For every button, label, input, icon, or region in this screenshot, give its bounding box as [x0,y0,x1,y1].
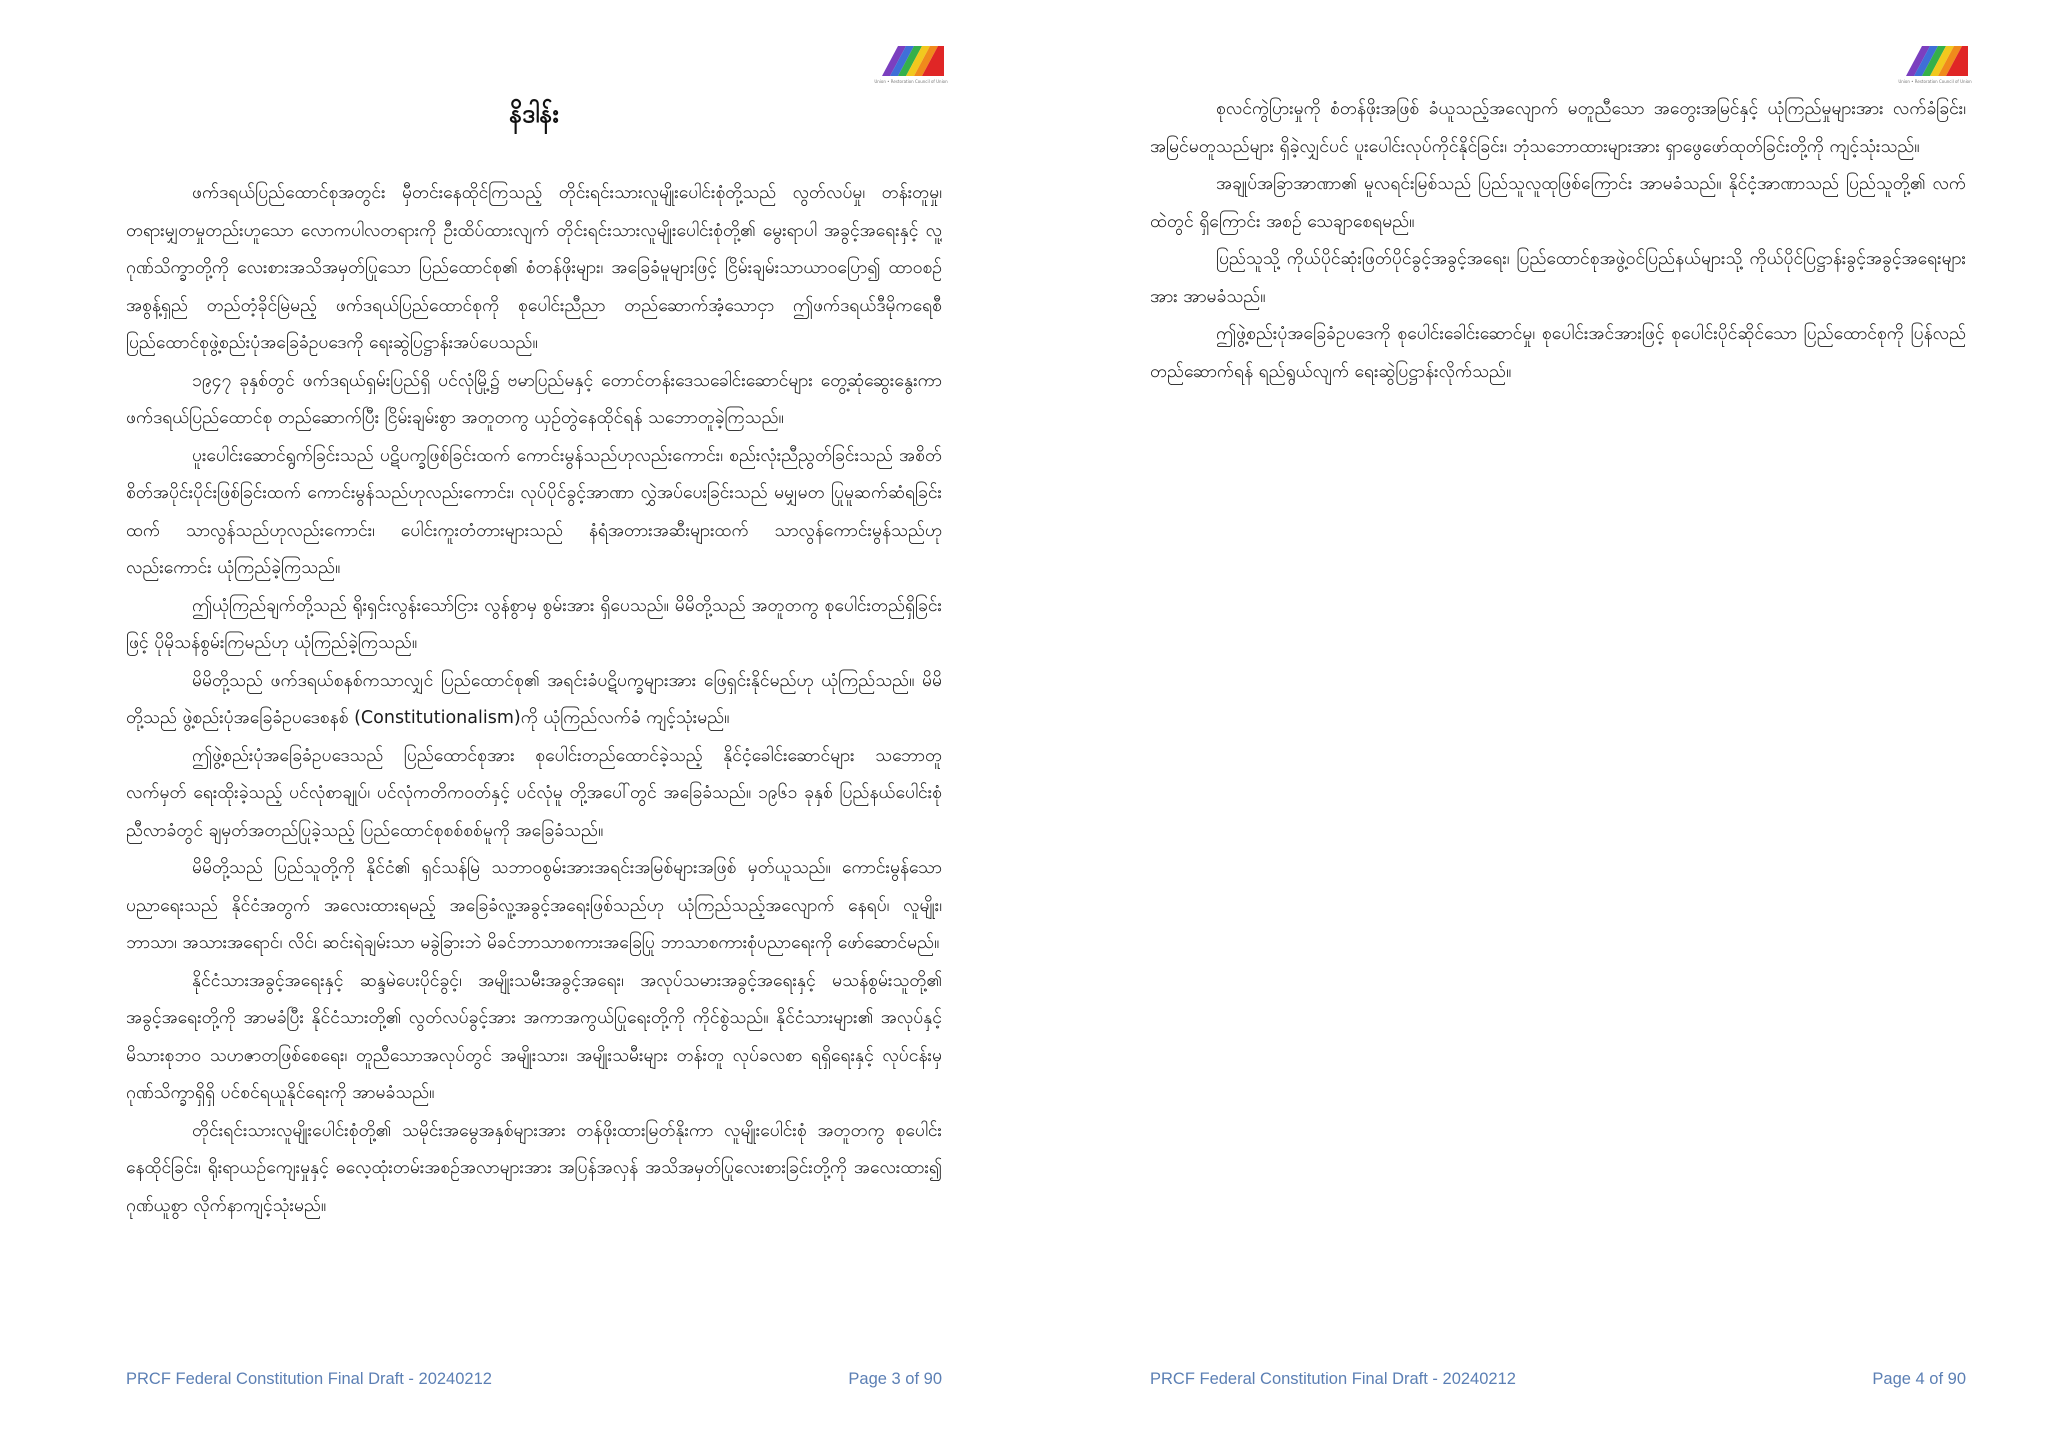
paragraph: ၁၉၄၇ ခုနှစ်တွင် ဖက်ဒရယ်ရှမ်းပြည်ရှိ ပင်လုံမြို့၌ ဗမာပြည်မနှင့် တောင်တန်းဒေသခေါင်းဆောင်များ တွေ့ဆုံဆွေးနွေးကာ ဖက်ဒရယ်ပြည်ထောင်စု တည်ဆောက်ပြီး ငြိမ်းချမ်းစွာ အတူတကွ ယှဉ်တွဲနေထိုင်ရန် သဘောတူခဲ့ကြသည်။ [126,370,942,428]
page-footer [1150,1370,1966,1396]
footer-page-number: Page 4 of 90 [1872,1370,1966,1388]
footer-document-title: PRCF Federal Constitution Final Draft - 20240212 [126,1370,492,1388]
paragraph: အချုပ်အခြာအာဏာ၏ မူလရင်းမြစ်သည် ပြည်သူလူထုဖြစ်ကြောင်း အာမခံသည်။ နိုင်ငံ့အာဏာသည် ပြည်သူတို့၏ လက်ထဲတွင် ရှိကြောင်း အစဉ် သေချာစေရမည်။ [1150,174,1966,232]
body-text [1150,91,1966,431]
paragraph: ပြည်သူသို့ ကိုယ်ပိုင်ဆုံးဖြတ်ပိုင်ခွင့်အခွင့်အရေး၊ ပြည်ထောင်စုအဖွဲ့ဝင်ပြည်နယ်များသို့ ကိုယ်ပိုင်ပြဋ္ဌာန်းခွင့်အခွင့်အရေးများအား အာမခံသည်။ [1150,249,1966,307]
prcf-rainbow-logo-icon [876,40,946,80]
paragraph: ဤဖွဲ့စည်းပုံအခြေခံဥပဒေသည် ပြည်ထောင်စုအား စုပေါင်းတည်ထောင်ခဲ့သည့် နိုင်ငံ့ခေါင်းဆောင်များ သဘောတူလက်မှတ် ရေးထိုးခဲ့သည့် ပင်လုံစာချုပ်၊ ပင်လုံကတိကဝတ်နှင့် ပင်လုံမူ တို့အပေါ်တွင် အခြေခံသည်။ ၁၉၆၁ ခုနှစ် ပြည်နယ်ပေါင်းစုံ ညီလာခံတွင် ချမှတ်အတည်ပြုခဲ့သည့် ပြည်ထောင်စုစစ်စစ်မူကို အခြေခံသည်။ [126,745,942,841]
logo-caption: Union • Restoration Council of Union [874,79,948,84]
paragraph: နိုင်ငံသားအခွင့်အရေးနှင့် ဆန္ဒမဲပေးပိုင်ခွင့်၊ အမျိုးသမီးအခွင့်အရေး၊ အလုပ်သမားအခွင့်အရေးနှင့် မသန်စွမ်းသူတို့၏ အခွင့်အရေးတို့ကို အာမခံပြီး နိုင်ငံသားတို့၏ လွတ်လပ်ခွင့်အား အကာအကွယ်ပြုရေးတို့ကို ကိုင်စွဲသည်။ နိုင်ငံသားများ၏ အလုပ်နှင့် မိသားစုဘဝ သဟဇာတဖြစ်စေရေး၊ တူညီသောအလုပ်တွင် အမျိုးသား၊ အမျိုးသမီးများ တန်းတူ လုပ်ခလစာ ရရှိရေးနှင့် လုပ်ငန်းမှ ဂုဏ်သိက္ခာရှိရှိ ပင်စင်ရယူနိုင်ရေးကို အာမခံသည်။ [126,970,942,1103]
body-text [126,175,942,1355]
paragraph: ပူးပေါင်းဆောင်ရွက်ခြင်းသည် ပဋိပက္ခဖြစ်ခြင်းထက် ကောင်းမွန်သည်ဟုလည်းကောင်း၊ စည်းလုံးညီညွတ်ခြင်းသည် အစိတ်စိတ်အပိုင်းပိုင်းဖြစ်ခြင်းထက် ကောင်းမွန်သည်ဟုလည်းကောင်း၊ လုပ်ပိုင်ခွင့်အာဏာ လွှဲအပ်ပေးခြင်းသည် မမျှမတ ပြုမူဆက်ဆံရခြင်းထက် သာလွန်သည်ဟုလည်းကောင်း၊ ပေါင်းကူးတံတားများသည် နံရံအတားအဆီးများထက် သာလွန်ကောင်းမွန်သည်ဟုလည်းကောင်း ယုံကြည်ခဲ့ကြသည်။ [126,445,942,578]
footer-document-title: PRCF Federal Constitution Final Draft - 20240212 [1150,1370,1516,1388]
paragraph: စုလင်ကွဲပြားမှုကို စံတန်ဖိုးအဖြစ် ခံယူသည့်အလျောက် မတူညီသော အတွေးအမြင်နှင့် ယုံကြည်မှုများအား လက်ခံခြင်း၊ အမြင်မတူသည်များ ရှိခဲ့လျှင်ပင် ပူးပေါင်းလုပ်ကိုင်နိုင်ခြင်း၊ ဘုံသဘောထားများအား ရှာဖွေဖော်ထုတ်ခြင်းတို့ကို ကျင့်သုံးသည်။ [1150,99,1966,157]
paragraph: ဖက်ဒရယ်ပြည်ထောင်စုအတွင်း မှီတင်းနေထိုင်ကြသည့် တိုင်းရင်းသားလူမျိုးပေါင်းစုံတို့သည် လွတ်လပ်မှု၊ တန်းတူမှု၊ တရားမျှတမှုတည်းဟူသော လောကပါလတရားကို ဦးထိပ်ထားလျက် တိုင်းရင်းသားလူမျိုးပေါင်းစုံတို့၏ မွေးရာပါ အခွင့်အရေးနှင့် လူ့ဂုဏ်သိက္ခာတို့ကို လေးစားအသိအမှတ်ပြုသော ပြည်ထောင်စု၏ စံတန်ဖိုးများ၊ အခြေခံမူများဖြင့် ငြိမ်းချမ်းသာယာဝပြော၍ ထာဝစဉ် အစွန့်ရှည် တည်တံ့ခိုင်မြဲမည့် ဖက်ဒရယ်ပြည်ထောင်စုကို စုပေါင်းညီညာ တည်ဆောက်အံ့သောငှာ ဤဖက်ဒရယ်ဒီမိုကရေစီပြည်ထောင်စုဖွဲ့စည်းပုံအခြေခံဥပဒေကို ရေးဆွဲပြဋ္ဌာန်းအပ်ပေသည်။ [126,183,942,353]
page-footer [126,1370,942,1396]
paragraph: မိမိတို့သည် ဖက်ဒရယ်စနစ်ကသာလျှင် ပြည်ထောင်စု၏ အရင်းခံပဋိပက္ခများအား ဖြေရှင်းနိုင်မည်ဟု ယုံကြည်သည်။ မိမိတို့သည် ဖွဲ့စည်းပုံအခြေခံဥပဒေစနစ် (Constitutionalism)ကို ယုံကြည်လက်ခံ ကျင့်သုံးမည်။ [126,670,942,728]
paragraph: ဤယုံကြည်ချက်တို့သည် ရိုးရှင်းလွန်းသော်ငြား လွန်စွာမှ စွမ်းအား ရှိပေသည်။ မိမိတို့သည် အတူတကွ စုပေါင်းတည်ရှိခြင်းဖြင့် ပိုမိုသန်စွမ်းကြမည်ဟု ယုံကြည်ခဲ့ကြသည်။ [126,595,942,653]
paragraph: မိမိတို့သည် ပြည်သူတို့ကို နိုင်ငံ၏ ရှင်သန်မြဲ သဘာဝစွမ်းအားအရင်းအမြစ်များအဖြစ် မှတ်ယူသည်။ ကောင်းမွန်သော ပညာရေးသည် နိုင်ငံအတွက် အလေးထားရမည့် အခြေခံလူ့အခွင့်အရေးဖြစ်သည်ဟု ယုံကြည်သည့်အလျောက် နေရပ်၊ လူမျိုး၊ ဘာသာ၊ အသားအရောင်၊ လိင်၊ ဆင်းရဲချမ်းသာ မခွဲခြားဘဲ မိခင်ဘာသာစကားအခြေပြု ဘာသာစကားစုံပညာရေးကို ဖော်ဆောင်မည်။ [126,858,942,953]
page-title: နိဒါန်း [509,99,559,128]
paragraph: တိုင်းရင်းသားလူမျိုးပေါင်းစုံတို့၏ သမိုင်းအမွေအနှစ်များအား တန်ဖိုးထားမြတ်နိုးကာ လူမျိုးပေါင်းစုံ အတူတကွ စုပေါင်းနေထိုင်ခြင်း၊ ရိုးရာယဉ်ကျေးမှုနှင့် ဓလေ့ထုံးတမ်းအစဉ်အလာများအား အပြန်အလှန် အသိအမှတ်ပြုလေးစားခြင်းတို့ကို အလေးထား၍ ဂုဏ်ယူစွာ လိုက်နာကျင့်သုံးမည်။ [126,1120,942,1216]
footer-page-number: Page 3 of 90 [848,1370,942,1388]
logo-caption: Union • Restoration Council of Union [1898,79,1972,84]
prcf-rainbow-logo-icon [1900,40,1970,80]
paragraph: ဤဖွဲ့စည်းပုံအခြေခံဥပဒေကို စုပေါင်းခေါင်းဆောင်မှု၊ စုပေါင်းအင်အားဖြင့် စုပေါင်းပိုင်ဆိုင်သော ပြည်ထောင်စုကို ပြန်လည် တည်ဆောက်ရန် ရည်ရွယ်လျက် ရေးဆွဲပြဋ္ဌာန်းလိုက်သည်။ [1150,324,1966,382]
page-4 [1024,0,2048,1448]
